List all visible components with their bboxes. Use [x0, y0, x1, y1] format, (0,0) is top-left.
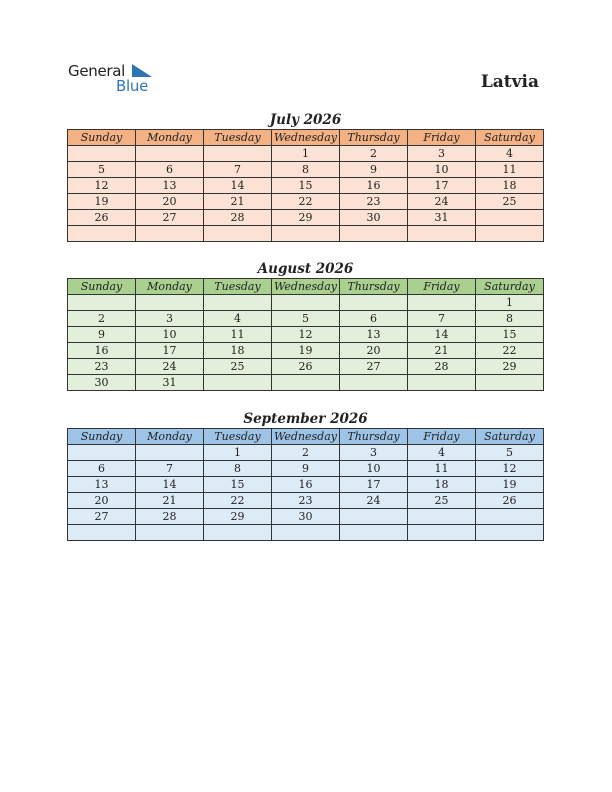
day-cell: 10: [136, 327, 204, 343]
week-row: [68, 509, 544, 525]
day-cell: 28: [136, 509, 204, 525]
day-cell: 9: [340, 162, 408, 178]
day-cell: 16: [68, 343, 136, 359]
day-cell: 5: [68, 162, 136, 178]
week-row: [68, 295, 544, 311]
day-cell: [272, 525, 340, 541]
month-title: September 2026: [243, 411, 368, 427]
day-cell: [408, 509, 476, 525]
day-cell: 12: [476, 461, 544, 477]
flag-triangle-icon: [132, 64, 152, 78]
month-grid: [67, 129, 544, 242]
month-grid: [67, 278, 544, 391]
day-cell: 9: [68, 327, 136, 343]
day-cell: 14: [408, 327, 476, 343]
weekday-header: Monday: [136, 429, 204, 445]
weekday-header: Friday: [408, 130, 476, 146]
day-cell: 19: [272, 343, 340, 359]
day-cell: 22: [204, 493, 272, 509]
weekday-header: Friday: [408, 279, 476, 295]
brand-logo: [68, 60, 168, 96]
weekday-header: Saturday: [476, 130, 544, 146]
day-cell: [272, 295, 340, 311]
weekday-header: Sunday: [68, 279, 136, 295]
day-cell: [68, 525, 136, 541]
day-cell: [136, 295, 204, 311]
weekday-header: Tuesday: [204, 279, 272, 295]
week-row: [68, 525, 544, 541]
day-cell: 7: [136, 461, 204, 477]
weekday-header: Wednesday: [272, 130, 340, 146]
day-cell: 29: [204, 509, 272, 525]
week-row: [68, 210, 544, 226]
day-cell: 4: [408, 445, 476, 461]
week-row: [68, 194, 544, 210]
day-cell: 20: [340, 343, 408, 359]
week-row: [68, 343, 544, 359]
week-row: [68, 461, 544, 477]
day-cell: 17: [408, 178, 476, 194]
day-cell: 16: [340, 178, 408, 194]
weekday-header: Thursday: [340, 130, 408, 146]
month-calendar: [67, 411, 544, 541]
day-cell: [340, 525, 408, 541]
day-cell: 8: [272, 162, 340, 178]
day-cell: [68, 226, 136, 242]
day-cell: [204, 295, 272, 311]
day-cell: 6: [340, 311, 408, 327]
day-cell: 31: [136, 375, 204, 391]
day-cell: 2: [272, 445, 340, 461]
weekday-header-row: [68, 130, 544, 146]
day-cell: [476, 525, 544, 541]
day-cell: 8: [204, 461, 272, 477]
day-cell: 4: [204, 311, 272, 327]
weekday-header: Monday: [136, 279, 204, 295]
day-cell: 7: [204, 162, 272, 178]
day-cell: 26: [272, 359, 340, 375]
month-calendar: [67, 112, 544, 242]
brand-word-blue: Blue: [116, 77, 148, 95]
week-row: [68, 311, 544, 327]
day-cell: 18: [204, 343, 272, 359]
day-cell: 10: [340, 461, 408, 477]
day-cell: [340, 509, 408, 525]
day-cell: [68, 295, 136, 311]
week-row: [68, 375, 544, 391]
day-cell: 23: [272, 493, 340, 509]
day-cell: 3: [340, 445, 408, 461]
day-cell: [408, 226, 476, 242]
day-cell: [340, 295, 408, 311]
day-cell: [204, 226, 272, 242]
day-cell: [340, 226, 408, 242]
day-cell: 21: [408, 343, 476, 359]
day-cell: [476, 210, 544, 226]
day-cell: 26: [68, 210, 136, 226]
day-cell: 5: [272, 311, 340, 327]
day-cell: [68, 146, 136, 162]
day-cell: 27: [68, 509, 136, 525]
day-cell: 2: [68, 311, 136, 327]
day-cell: 12: [68, 178, 136, 194]
day-cell: 20: [68, 493, 136, 509]
week-row: [68, 327, 544, 343]
day-cell: 17: [136, 343, 204, 359]
day-cell: 23: [340, 194, 408, 210]
day-cell: [340, 375, 408, 391]
day-cell: 25: [204, 359, 272, 375]
day-cell: 22: [272, 194, 340, 210]
day-cell: 24: [340, 493, 408, 509]
day-cell: [136, 445, 204, 461]
day-cell: 23: [68, 359, 136, 375]
day-cell: 20: [136, 194, 204, 210]
day-cell: 14: [136, 477, 204, 493]
weekday-header: Thursday: [340, 279, 408, 295]
day-cell: 9: [272, 461, 340, 477]
day-cell: [68, 445, 136, 461]
day-cell: 24: [136, 359, 204, 375]
day-cell: 21: [204, 194, 272, 210]
day-cell: 18: [476, 178, 544, 194]
weekday-header: Tuesday: [204, 130, 272, 146]
weekday-header: Tuesday: [204, 429, 272, 445]
day-cell: 30: [340, 210, 408, 226]
country-title: Latvia: [480, 72, 539, 92]
day-cell: [204, 146, 272, 162]
day-cell: 4: [476, 146, 544, 162]
day-cell: [476, 375, 544, 391]
month-calendar: [67, 261, 544, 391]
day-cell: 16: [272, 477, 340, 493]
week-row: [68, 477, 544, 493]
brand-word-general: General: [68, 62, 126, 80]
weekday-header: Saturday: [476, 429, 544, 445]
day-cell: 25: [408, 493, 476, 509]
day-cell: 10: [408, 162, 476, 178]
weekday-header: Sunday: [68, 429, 136, 445]
day-cell: 14: [204, 178, 272, 194]
day-cell: 25: [476, 194, 544, 210]
month-grid: [67, 428, 544, 541]
day-cell: 19: [476, 477, 544, 493]
day-cell: 27: [340, 359, 408, 375]
day-cell: 6: [68, 461, 136, 477]
weekday-header: Saturday: [476, 279, 544, 295]
day-cell: 12: [272, 327, 340, 343]
week-row: [68, 178, 544, 194]
day-cell: 29: [272, 210, 340, 226]
day-cell: 11: [408, 461, 476, 477]
week-row: [68, 493, 544, 509]
month-title: August 2026: [257, 261, 354, 277]
day-cell: [272, 226, 340, 242]
day-cell: 11: [204, 327, 272, 343]
day-cell: 19: [68, 194, 136, 210]
day-cell: 15: [204, 477, 272, 493]
day-cell: 26: [476, 493, 544, 509]
day-cell: [408, 295, 476, 311]
day-cell: 24: [408, 194, 476, 210]
day-cell: 13: [68, 477, 136, 493]
day-cell: 1: [476, 295, 544, 311]
weekday-header: Thursday: [340, 429, 408, 445]
day-cell: 30: [272, 509, 340, 525]
day-cell: 28: [204, 210, 272, 226]
day-cell: [476, 509, 544, 525]
day-cell: 13: [136, 178, 204, 194]
day-cell: [136, 525, 204, 541]
day-cell: [136, 226, 204, 242]
day-cell: 6: [136, 162, 204, 178]
day-cell: [204, 375, 272, 391]
day-cell: 3: [408, 146, 476, 162]
month-title: July 2026: [269, 112, 342, 128]
week-row: [68, 146, 544, 162]
day-cell: [476, 226, 544, 242]
week-row: [68, 359, 544, 375]
week-row: [68, 162, 544, 178]
weekday-header: Wednesday: [272, 279, 340, 295]
day-cell: 1: [272, 146, 340, 162]
day-cell: 1: [204, 445, 272, 461]
day-cell: 31: [408, 210, 476, 226]
weekday-header: Friday: [408, 429, 476, 445]
day-cell: [408, 375, 476, 391]
day-cell: [204, 525, 272, 541]
weekday-header-row: [68, 279, 544, 295]
day-cell: 8: [476, 311, 544, 327]
weekday-header: Sunday: [68, 130, 136, 146]
week-row: [68, 445, 544, 461]
day-cell: 2: [340, 146, 408, 162]
day-cell: 27: [136, 210, 204, 226]
day-cell: [136, 146, 204, 162]
day-cell: [408, 525, 476, 541]
day-cell: 22: [476, 343, 544, 359]
day-cell: 17: [340, 477, 408, 493]
day-cell: 29: [476, 359, 544, 375]
day-cell: 15: [272, 178, 340, 194]
day-cell: 5: [476, 445, 544, 461]
week-row: [68, 226, 544, 242]
day-cell: 7: [408, 311, 476, 327]
day-cell: 13: [340, 327, 408, 343]
weekday-header: Monday: [136, 130, 204, 146]
day-cell: 11: [476, 162, 544, 178]
day-cell: 18: [408, 477, 476, 493]
weekday-header-row: [68, 429, 544, 445]
day-cell: 28: [408, 359, 476, 375]
day-cell: 30: [68, 375, 136, 391]
day-cell: 21: [136, 493, 204, 509]
day-cell: 3: [136, 311, 204, 327]
weekday-header: Wednesday: [272, 429, 340, 445]
day-cell: 15: [476, 327, 544, 343]
day-cell: [272, 375, 340, 391]
